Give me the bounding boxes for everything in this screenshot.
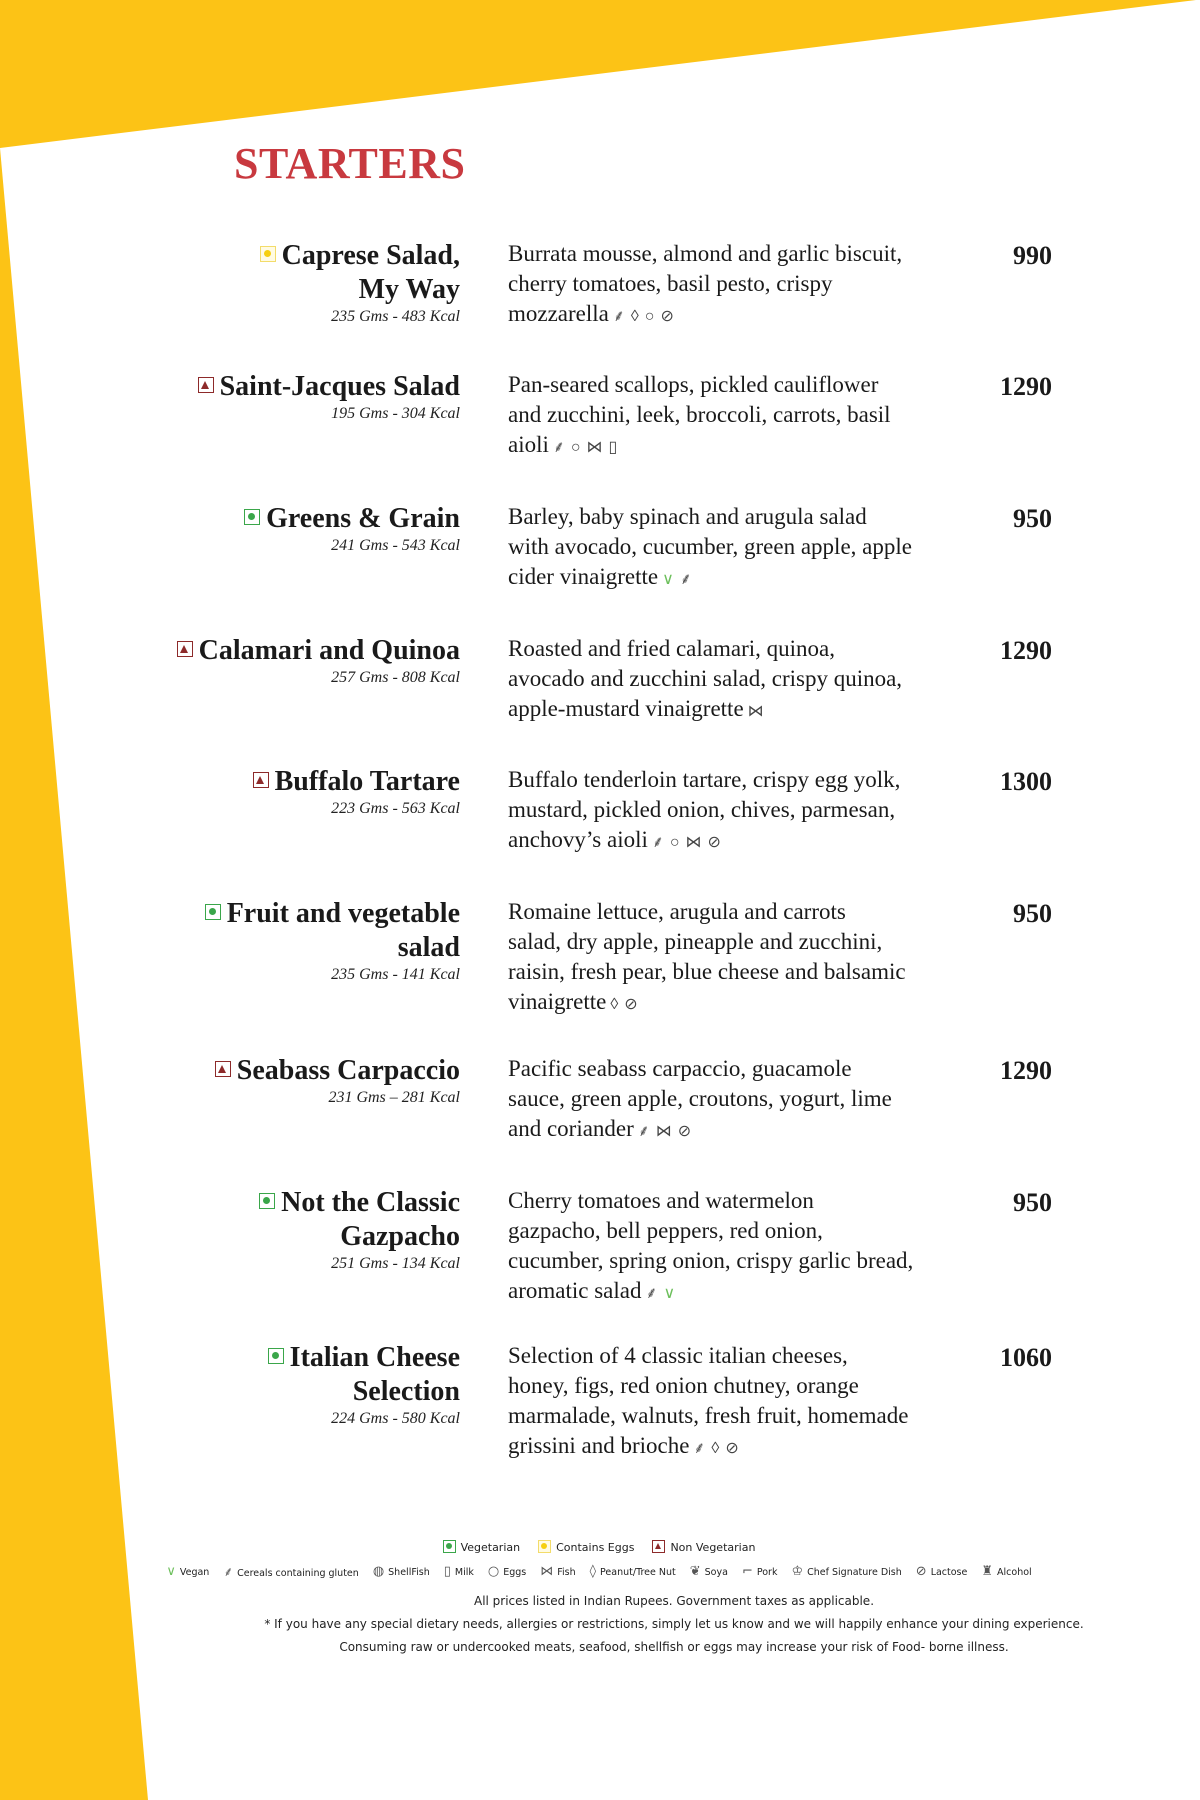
item-price: 990 — [1013, 241, 1052, 270]
legend-label: Milk — [454, 1566, 474, 1578]
legend-label: Fish — [557, 1566, 576, 1578]
item-price: 1290 — [1000, 372, 1052, 401]
nonveg-marker-icon — [198, 377, 214, 393]
allergen-icons: ⸙ ○ ⋈ ⊘ — [651, 834, 722, 851]
peanut-icon: ◊ — [589, 1563, 597, 1579]
item-name-line2: salad — [397, 932, 460, 963]
legend-egg — [538, 1540, 634, 1554]
item-description — [508, 897, 968, 1020]
description-line: mustard, pickled onion, chives, parmesan, — [508, 797, 896, 822]
note-dietary: * If you have any special dietary needs, allergies or restrictions, simply let us know and we will happily enhance your dining experience. — [264, 1617, 1084, 1631]
description-line: sauce, green apple, croutons, yogurt, lime — [508, 1086, 892, 1111]
description-line: Roasted and fried calamari, quinoa, — [508, 636, 835, 661]
legend-label: Pork — [756, 1566, 778, 1578]
description-line: aromatic salad — [508, 1278, 642, 1303]
item-name-line2: My Way — [358, 274, 460, 305]
description-line: Pacific seabass carpaccio, guacamole — [508, 1056, 852, 1081]
item-name: Greens & Grain — [266, 503, 460, 534]
item-price: 1300 — [1000, 767, 1052, 796]
description-line: Burrata mousse, almond and garlic biscuit, — [508, 241, 903, 266]
description-line: honey, figs, red onion chutney, orange — [508, 1373, 859, 1398]
item-weight-calories: 231 Gms – 281 Kcal — [328, 1089, 460, 1106]
description-line: aioli — [508, 432, 549, 457]
item-price: 950 — [1013, 504, 1052, 533]
description-line: avocado and zucchini salad, crispy quinoa, — [508, 666, 903, 691]
description-line: Barley, baby spinach and arugula salad — [508, 504, 867, 529]
veg-marker-icon — [205, 904, 221, 920]
item-description — [508, 1341, 968, 1464]
item-price: 950 — [1013, 1188, 1052, 1217]
legend-shellfish — [373, 1564, 430, 1579]
item-name: Caprese Salad, — [281, 240, 460, 271]
note-raw-food-warning: Consuming raw or undercooked meats, seafood, shellfish or eggs may increase your risk of Food- borne illness. — [339, 1640, 1009, 1654]
legend-label: Chef Signature Dish — [807, 1566, 902, 1578]
veg-marker-icon — [259, 1193, 275, 1209]
legend-peanut — [590, 1564, 676, 1579]
item-description — [508, 370, 968, 463]
legend-label: Peanut/Tree Nut — [600, 1566, 676, 1578]
description-line: gazpacho, bell peppers, red onion, — [508, 1218, 823, 1243]
item-price: 1290 — [1000, 636, 1052, 665]
pork-icon: ⌐ — [741, 1563, 753, 1579]
legend-pork — [742, 1564, 778, 1579]
veg-marker-icon — [268, 1348, 284, 1364]
item-price: 950 — [1013, 899, 1052, 928]
legend-lactose — [916, 1564, 968, 1579]
item-weight-calories: 235 Gms - 483 Kcal — [331, 308, 460, 325]
description-line: anchovy’s aioli — [508, 827, 648, 852]
legend-vegan — [166, 1564, 209, 1579]
veg-marker-icon — [244, 509, 260, 525]
item-description — [508, 1054, 968, 1147]
veg-marker-icon — [443, 1540, 456, 1553]
description-line: apple-mustard vinaigrette — [508, 696, 744, 721]
item-weight-calories: 224 Gms - 580 Kcal — [331, 1410, 460, 1427]
item-name: Calamari and Quinoa — [198, 635, 460, 666]
vegan-icon: ∨ — [662, 571, 675, 588]
allergen-icons: ⸙ ○ ⋈ ▯ — [552, 439, 619, 456]
item-name: Buffalo Tartare — [274, 766, 460, 797]
legend-label: Alcohol — [997, 1566, 1032, 1578]
lactose-icon: ⊘ — [915, 1563, 927, 1579]
section-title: STARTERS — [234, 139, 466, 188]
legend — [148, 1540, 1200, 1659]
legend-alcohol — [981, 1564, 1031, 1579]
description-line: salad, dry apple, pineapple and zucchini, — [508, 929, 883, 954]
legend-label: Contains Eggs — [556, 1541, 635, 1554]
nonveg-marker-icon — [215, 1061, 231, 1077]
footer-notes — [0, 1590, 1200, 1659]
legend-label: ShellFish — [388, 1566, 430, 1578]
item-name: Fruit and vegetable — [226, 898, 460, 929]
legend-nonveg — [652, 1540, 755, 1554]
legend-chef-signature — [791, 1564, 901, 1579]
item-description — [508, 634, 968, 727]
item-name-block — [140, 239, 460, 327]
legend-label: Eggs — [503, 1566, 527, 1578]
legend-label: Vegetarian — [460, 1541, 521, 1554]
description-line: and coriander — [508, 1116, 634, 1141]
item-name-block — [140, 765, 460, 819]
nonveg-marker-icon — [652, 1540, 665, 1553]
description-line: Selection of 4 classic italian cheeses, — [508, 1343, 848, 1368]
note-prices: All prices listed in Indian Rupees. Government taxes as applicable. — [473, 1594, 875, 1608]
allergen-icons: ◊ ⊘ — [610, 996, 639, 1013]
legend-label: Soya — [704, 1566, 728, 1578]
item-weight-calories: 257 Gms - 808 Kcal — [331, 669, 460, 686]
allergen-icons: ⸙ ◊ ⊘ — [693, 1440, 740, 1457]
alcohol-icon: ♜ — [981, 1563, 994, 1579]
nonveg-marker-icon — [253, 772, 269, 788]
legend-label: Lactose — [930, 1566, 968, 1578]
item-name-line2: Gazpacho — [340, 1221, 460, 1252]
description-line: marmalade, walnuts, fresh fruit, homemade — [508, 1403, 909, 1428]
description-line: Pan-seared scallops, pickled cauliflower — [508, 372, 879, 397]
legend-fish — [540, 1564, 575, 1579]
fish-icon: ⋈ — [540, 1563, 554, 1579]
allergen-icons: ∨ ⸙ — [662, 571, 693, 588]
description-line: vinaigrette — [508, 989, 607, 1014]
item-name-block — [140, 502, 460, 556]
item-weight-calories: 195 Gms - 304 Kcal — [331, 405, 460, 422]
legend-label: Vegan — [179, 1566, 210, 1578]
description-line: and zucchini, leek, broccoli, carrots, basil — [508, 402, 891, 427]
description-line: Buffalo tenderloin tartare, crispy egg yolk, — [508, 767, 901, 792]
milk-icon: ▯ — [443, 1563, 451, 1579]
allergen-icons: ⸙ ∨ — [645, 1285, 677, 1302]
item-name-line2: Selection — [352, 1376, 460, 1407]
description-line: cherry tomatoes, basil pesto, crispy — [508, 271, 833, 296]
item-description — [508, 502, 968, 595]
item-name: Italian Cheese — [289, 1342, 460, 1373]
description-line: mozzarella — [508, 301, 609, 326]
soya-icon: ❦ — [689, 1563, 701, 1579]
legend-allergens — [0, 1562, 1200, 1580]
description-line: grissini and brioche — [508, 1433, 690, 1458]
item-name-block — [140, 1341, 460, 1429]
description-line: Cherry tomatoes and watermelon — [508, 1188, 814, 1213]
legend-label: Non Vegetarian — [670, 1541, 756, 1554]
item-name: Seabass Carpaccio — [236, 1055, 460, 1086]
description-line: cucumber, spring onion, crispy garlic bread, — [508, 1248, 914, 1273]
description-line: with avocado, cucumber, green apple, apple — [508, 534, 912, 559]
item-price: 1060 — [1000, 1343, 1052, 1372]
gluten-icon: ⸙ — [223, 1565, 234, 1580]
description-line: Romaine lettuce, arugula and carrots — [508, 899, 846, 924]
item-description — [508, 765, 968, 858]
eggs-icon: ○ — [487, 1563, 500, 1579]
item-name-block — [140, 634, 460, 688]
legend-veg — [443, 1540, 521, 1554]
item-name: Not the Classic — [281, 1187, 460, 1218]
item-description — [508, 1186, 968, 1309]
item-weight-calories: 223 Gms - 563 Kcal — [331, 800, 460, 817]
egg-marker-icon — [260, 246, 276, 262]
legend-label: Cereals containing gluten — [237, 1568, 359, 1579]
allergen-icons: ⸙ ⋈ ⊘ — [637, 1123, 693, 1140]
vegan-icon: ∨ — [166, 1563, 176, 1579]
item-weight-calories: 235 Gms - 141 Kcal — [331, 966, 460, 983]
egg-marker-icon — [538, 1540, 551, 1553]
legend-milk — [444, 1564, 474, 1579]
item-name: Saint-Jacques Salad — [219, 371, 460, 402]
item-name-block — [140, 1186, 460, 1274]
nonveg-marker-icon — [177, 641, 193, 657]
description-line: cider vinaigrette — [508, 564, 659, 589]
item-name-block — [140, 1054, 460, 1108]
item-weight-calories: 251 Gms - 134 Kcal — [331, 1255, 460, 1272]
item-description — [508, 239, 968, 332]
item-price: 1290 — [1000, 1056, 1052, 1085]
description-line: raisin, fresh pear, blue cheese and balsamic — [508, 959, 906, 984]
item-name-block — [140, 370, 460, 424]
allergen-icons: ⋈ — [747, 703, 765, 720]
chef-signature-icon: ♔ — [791, 1563, 804, 1579]
legend-soya — [690, 1564, 728, 1579]
shellfish-icon: ◍ — [372, 1563, 385, 1579]
legend-eggs — [488, 1564, 526, 1579]
item-name-block — [140, 897, 460, 985]
legend-gluten — [223, 1562, 358, 1580]
legend-diet-types — [0, 1540, 1200, 1554]
vegan-icon: ∨ — [663, 1285, 677, 1302]
allergen-icons: ⸙ ◊ ○ ⊘ — [612, 308, 675, 325]
item-weight-calories: 241 Gms - 543 Kcal — [331, 537, 460, 554]
